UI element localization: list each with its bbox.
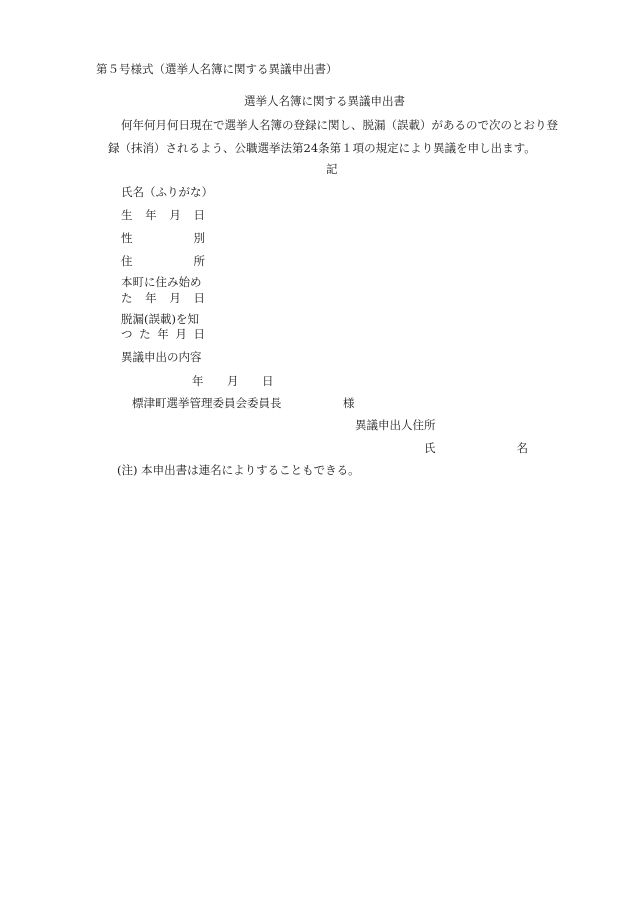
body-line-1: 何年何月何日現在で選挙人名簿の登録に関し、脱漏（誤載）があるので次のとおり登 [121, 118, 558, 132]
honorific: 様 [343, 396, 355, 410]
addressee: 標津町選挙管理委員会委員長 [132, 396, 282, 410]
field-name: 氏名（ふりがな） [121, 185, 213, 199]
applicant-name-label: 氏 名 [424, 441, 528, 455]
field-address: 住 所 [121, 254, 205, 268]
field-known-2: つ た 年 月 日 [121, 327, 205, 341]
document-title: 選挙人名簿に関する異議申出書 [244, 94, 405, 108]
body-line-2: 録（抹消）されるよう、公職選挙法第24条第１項の規定により異議を申し出ます。 [108, 141, 536, 155]
field-objection-content: 異議申出の内容 [121, 350, 202, 364]
field-gender: 性 別 [121, 231, 205, 245]
note: (注) 本申出書は連名によりすることもできる。 [117, 463, 360, 477]
field-birth: 生 年 月 日 [121, 208, 205, 222]
field-residence-start-2: た 年 月 日 [121, 291, 205, 305]
ki-heading: 記 [326, 162, 338, 176]
form-number: 第５号様式（選挙人名簿に関する異議申出書） [96, 62, 338, 76]
applicant-address-label: 異議申出人住所 [355, 418, 436, 432]
field-residence-start-1: 本町に住み始め [121, 275, 202, 289]
field-known-1: 脱漏(誤載)を知 [121, 312, 199, 326]
